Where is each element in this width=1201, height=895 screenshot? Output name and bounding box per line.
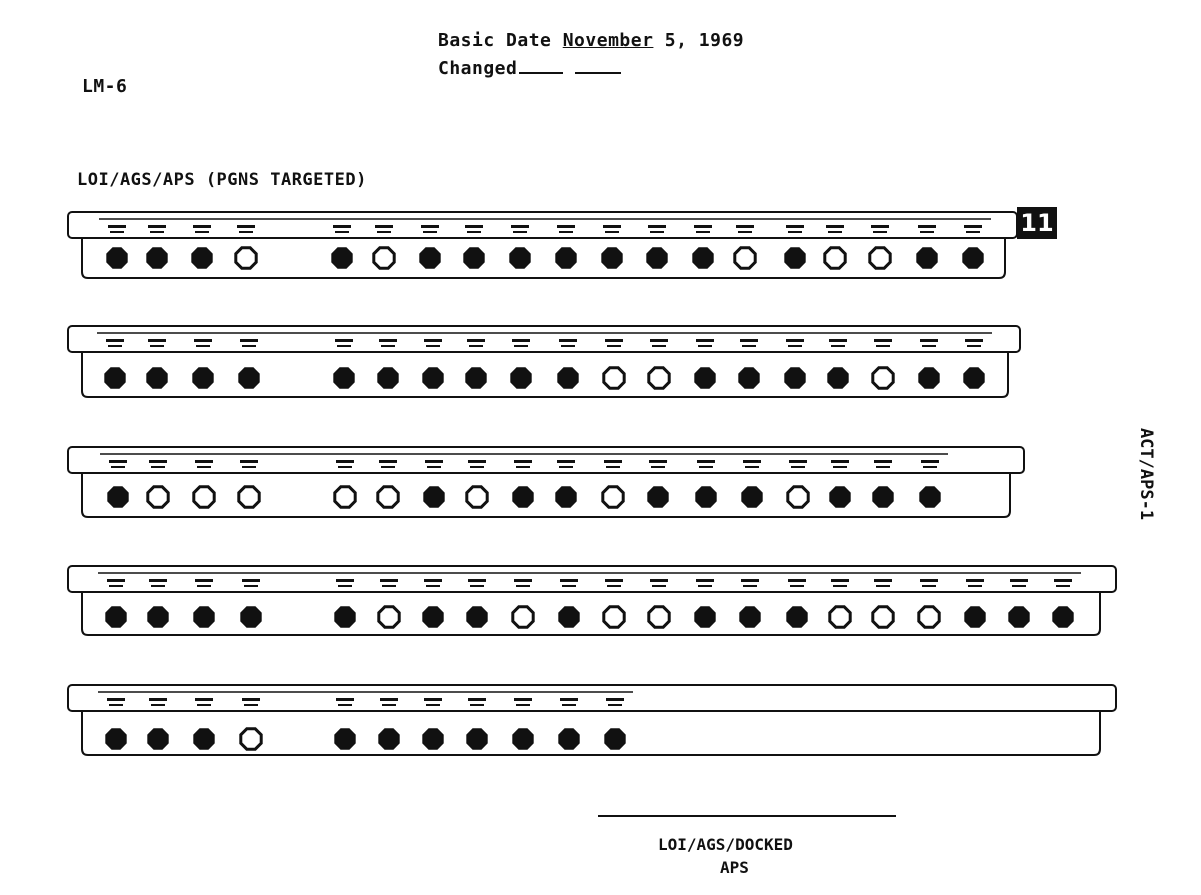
breaker-label-dash: [605, 579, 623, 582]
breaker-closed-icon: [1009, 607, 1029, 627]
breaker-label-dash: [696, 339, 714, 342]
breaker-label-dash: [967, 345, 981, 347]
breaker-label-dash: [1056, 585, 1070, 587]
breaker-label-dash: [650, 231, 664, 233]
breaker-closed-icon: [106, 729, 126, 749]
breaker-closed-icon: [873, 487, 893, 507]
breaker-label-dash: [606, 466, 620, 468]
breaker-label-dash: [195, 579, 213, 582]
breaker-closed-icon: [464, 248, 484, 268]
breaker-label-dash: [424, 579, 442, 582]
breaker-label-dash: [788, 231, 802, 233]
breaker-label-dash: [381, 466, 395, 468]
breaker-label-dash: [514, 579, 532, 582]
breaker-label-dash: [605, 339, 623, 342]
breaker-closed-icon: [147, 248, 167, 268]
breaker-closed-icon: [510, 248, 530, 268]
breaker-closed-icon: [964, 368, 984, 388]
breaker-label-dash: [426, 704, 440, 706]
breaker-label-dash: [650, 339, 668, 342]
breaker-label-dash: [335, 231, 349, 233]
breaker-label-dash: [788, 579, 806, 582]
breaker-label-dash: [242, 579, 260, 582]
basic-date-label: Basic Date: [438, 30, 552, 51]
breaker-label-dash: [196, 345, 210, 347]
breaker-label-dash: [242, 466, 256, 468]
breaker-closed-icon: [335, 729, 355, 749]
breaker-label-dash: [965, 339, 983, 342]
breaker-label-dash: [699, 466, 713, 468]
breaker-label-dash: [381, 345, 395, 347]
breaker-label-dash: [148, 225, 166, 228]
breaker-label-dash: [465, 225, 483, 228]
breaker-label-dash: [467, 231, 481, 233]
breaker-label-dash: [244, 704, 258, 706]
breaker-closed-icon: [466, 368, 486, 388]
breaker-closed-icon: [194, 607, 214, 627]
breaker-closed-icon: [740, 607, 760, 627]
breaker-label-dash: [468, 579, 486, 582]
breaker-label-dash: [427, 466, 441, 468]
breaker-closed-icon: [511, 368, 531, 388]
breaker-label-dash: [424, 698, 442, 701]
breaker-label-dash: [149, 460, 167, 463]
breaker-closed-icon: [963, 248, 983, 268]
breaker-closed-icon: [785, 368, 805, 388]
breaker-label-dash: [743, 585, 757, 587]
breaker-open-icon: [649, 607, 669, 627]
breaker-label-dash: [240, 460, 258, 463]
breaker-label-dash: [425, 460, 443, 463]
breaker-open-icon: [378, 487, 398, 507]
breaker-label-dash: [740, 339, 758, 342]
breaker-label-dash: [736, 225, 754, 228]
breaker-closed-icon: [828, 368, 848, 388]
breaker-label-dash: [239, 231, 253, 233]
footer-line-1: LOI/AGS/DOCKED: [658, 835, 793, 854]
breaker-label-dash: [338, 585, 352, 587]
panel-back-plate: [82, 711, 1100, 755]
breaker-closed-icon: [559, 729, 579, 749]
breaker-label-dash: [516, 466, 530, 468]
breaker-open-icon: [873, 368, 893, 388]
breaker-label-dash: [426, 345, 440, 347]
breaker-label-dash: [109, 704, 123, 706]
breaker-label-dash: [698, 585, 712, 587]
breaker-label-dash: [561, 345, 575, 347]
breaker-closed-icon: [695, 607, 715, 627]
breaker-label-dash: [829, 339, 847, 342]
breaker-label-dash: [338, 466, 352, 468]
breaker-closed-icon: [106, 607, 126, 627]
breaker-label-dash: [338, 704, 352, 706]
breaker-label-dash: [559, 231, 573, 233]
breaker-label-dash: [151, 585, 165, 587]
breaker-label-dash: [697, 460, 715, 463]
breaker-label-dash: [603, 225, 621, 228]
breaker-label-dash: [791, 466, 805, 468]
breaker-label-dash: [195, 698, 213, 701]
breaker-label-dash: [242, 698, 260, 701]
breaker-label-dash: [922, 345, 936, 347]
basic-date-month: November: [562, 30, 654, 51]
breaker-label-dash: [244, 585, 258, 587]
breaker-label-dash: [108, 225, 126, 228]
breaker-label-dash: [874, 579, 892, 582]
breaker-closed-icon: [648, 487, 668, 507]
breaker-open-icon: [604, 368, 624, 388]
breaker-label-dash: [738, 231, 752, 233]
breaker-closed-icon: [334, 368, 354, 388]
breaker-closed-icon: [241, 607, 261, 627]
breaker-closed-icon: [605, 729, 625, 749]
breaker-label-dash: [513, 231, 527, 233]
breaker-closed-icon: [194, 729, 214, 749]
breaker-label-dash: [741, 579, 759, 582]
breaker-open-icon: [735, 248, 755, 268]
breaker-label-dash: [652, 585, 666, 587]
breaker-label-dash: [107, 698, 125, 701]
breaker-label-dash: [562, 585, 576, 587]
breaker-label-dash: [335, 339, 353, 342]
breaker-label-dash: [871, 225, 889, 228]
breaker-label-dash: [511, 225, 529, 228]
breaker-label-dash: [380, 579, 398, 582]
breaker-closed-icon: [830, 487, 850, 507]
breaker-label-dash: [148, 339, 166, 342]
breaker-closed-icon: [192, 248, 212, 268]
breaker-closed-icon: [602, 248, 622, 268]
breaker-label-dash: [470, 704, 484, 706]
side-label: ACT/APS-1: [1136, 427, 1156, 521]
breaker-label-dash: [562, 704, 576, 706]
breaker-label-dash: [966, 231, 980, 233]
breaker-label-dash: [421, 225, 439, 228]
breaker-label-dash: [423, 231, 437, 233]
breaker-label-dash: [150, 345, 164, 347]
panel-back-plate: [82, 592, 1100, 635]
breaker-label-dash: [745, 466, 759, 468]
breaker-label-dash: [470, 585, 484, 587]
section-title: LOI/AGS/APS (PGNS TARGETED): [77, 170, 367, 190]
breaker-closed-icon: [920, 487, 940, 507]
breaker-label-dash: [874, 460, 892, 463]
breaker-label-dash: [698, 345, 712, 347]
breaker-label-dash: [375, 225, 393, 228]
breaker-open-icon: [467, 487, 487, 507]
breaker-label-dash: [197, 704, 211, 706]
breaker-label-dash: [557, 225, 575, 228]
breaker-label-dash: [377, 231, 391, 233]
breaker-label-dash: [516, 704, 530, 706]
breaker-closed-icon: [739, 368, 759, 388]
breaker-closed-icon: [239, 368, 259, 388]
breaker-closed-icon: [332, 248, 352, 268]
breaker-label-dash: [874, 339, 892, 342]
basic-date-rest: 5, 1969: [653, 30, 745, 51]
breaker-label-dash: [512, 339, 530, 342]
breaker-label-dash: [560, 698, 578, 701]
breaker-closed-icon: [335, 607, 355, 627]
breaker-label-dash: [651, 466, 665, 468]
breaker-label-dash: [786, 339, 804, 342]
breaker-label-dash: [470, 466, 484, 468]
breaker-label-dash: [604, 460, 622, 463]
breaker-label-dash: [379, 460, 397, 463]
breaker-label-dash: [876, 345, 890, 347]
breaker-closed-icon: [147, 368, 167, 388]
breaker-label-dash: [786, 225, 804, 228]
breaker-label-dash: [242, 345, 256, 347]
breaker-label-dash: [648, 225, 666, 228]
breaker-open-icon: [873, 607, 893, 627]
breaker-label-dash: [788, 345, 802, 347]
breaker-closed-icon: [965, 607, 985, 627]
breaker-closed-icon: [108, 487, 128, 507]
breaker-label-dash: [237, 225, 255, 228]
breaker-closed-icon: [556, 248, 576, 268]
breaker-label-dash: [922, 585, 936, 587]
breaker-open-icon: [788, 487, 808, 507]
breaker-label-dash: [149, 698, 167, 701]
breaker-label-dash: [514, 460, 532, 463]
breaker-open-icon: [604, 607, 624, 627]
breaker-label-dash: [831, 345, 845, 347]
breaker-label-dash: [382, 704, 396, 706]
breaker-closed-icon: [556, 487, 576, 507]
breaker-label-dash: [1010, 579, 1028, 582]
breaker-closed-icon: [424, 487, 444, 507]
breaker-closed-icon: [785, 248, 805, 268]
breaker-label-dash: [194, 339, 212, 342]
breaker-label-dash: [876, 466, 890, 468]
breaker-open-icon: [374, 248, 394, 268]
breaker-label-dash: [652, 345, 666, 347]
breaker-open-icon: [513, 607, 533, 627]
breaker-closed-icon: [148, 607, 168, 627]
breaker-label-dash: [426, 585, 440, 587]
breaker-label-dash: [605, 231, 619, 233]
panel-back-plate: [82, 238, 1005, 278]
breaker-label-dash: [560, 579, 578, 582]
breaker-label-dash: [467, 339, 485, 342]
breaker-label-dash: [968, 585, 982, 587]
breaker-open-icon: [239, 487, 259, 507]
breaker-label-dash: [469, 345, 483, 347]
breaker-label-dash: [742, 345, 756, 347]
breaker-closed-icon: [1053, 607, 1073, 627]
breaker-open-icon: [194, 487, 214, 507]
panel-label-strip: [68, 566, 1116, 592]
breaker-label-dash: [111, 466, 125, 468]
breaker-label-dash: [694, 225, 712, 228]
breaker-label-dash: [197, 466, 211, 468]
breaker-label-dash: [151, 466, 165, 468]
document-id: LM-6: [82, 76, 128, 97]
breaker-label-dash: [696, 579, 714, 582]
breaker-label-dash: [559, 466, 573, 468]
breaker-closed-icon: [148, 729, 168, 749]
breaker-label-dash: [921, 460, 939, 463]
breaker-closed-icon: [559, 607, 579, 627]
breaker-closed-icon: [467, 729, 487, 749]
breaker-label-dash: [109, 585, 123, 587]
breaker-label-dash: [743, 460, 761, 463]
breaker-label-dash: [920, 579, 938, 582]
breaker-label-dash: [966, 579, 984, 582]
breaker-open-icon: [870, 248, 890, 268]
breaker-label-dash: [424, 339, 442, 342]
breaker-label-dash: [828, 231, 842, 233]
breaker-open-icon: [649, 368, 669, 388]
breaker-label-dash: [240, 339, 258, 342]
breaker-label-dash: [559, 339, 577, 342]
breaker-label-dash: [150, 231, 164, 233]
breaker-label-dash: [195, 460, 213, 463]
breaker-open-icon: [335, 487, 355, 507]
breaker-label-dash: [790, 585, 804, 587]
breaker-label-dash: [557, 460, 575, 463]
breaker-label-dash: [650, 579, 668, 582]
breaker-label-dash: [873, 231, 887, 233]
breaker-closed-icon: [423, 368, 443, 388]
breaker-closed-icon: [513, 487, 533, 507]
breaker-label-dash: [379, 339, 397, 342]
breaker-open-icon: [919, 607, 939, 627]
breaker-closed-icon: [107, 248, 127, 268]
breaker-label-dash: [608, 704, 622, 706]
breaker-label-dash: [1054, 579, 1072, 582]
breaker-label-dash: [831, 579, 849, 582]
breaker-label-dash: [336, 579, 354, 582]
breaker-label-dash: [468, 460, 486, 463]
breaker-label-dash: [514, 345, 528, 347]
breaker-closed-icon: [378, 368, 398, 388]
breaker-label-dash: [382, 585, 396, 587]
breaker-label-dash: [195, 231, 209, 233]
breaker-open-icon: [241, 729, 261, 749]
breaker-label-dash: [336, 460, 354, 463]
breaker-label-dash: [107, 579, 125, 582]
breaker-closed-icon: [379, 729, 399, 749]
breaker-open-icon: [148, 487, 168, 507]
breaker-label-dash: [333, 225, 351, 228]
breaker-label-dash: [920, 231, 934, 233]
breaker-closed-icon: [647, 248, 667, 268]
breaker-label-dash: [108, 345, 122, 347]
breaker-open-icon: [830, 607, 850, 627]
breaker-label-dash: [106, 339, 124, 342]
breaker-label-dash: [833, 585, 847, 587]
panel-label-strip: [68, 685, 1116, 711]
breaker-closed-icon: [513, 729, 533, 749]
breaker-closed-icon: [696, 487, 716, 507]
footer-line-2: APS: [720, 858, 749, 877]
panel-back-plate: [82, 352, 1008, 397]
breaker-label-dash: [831, 460, 849, 463]
breaker-closed-icon: [105, 368, 125, 388]
breaker-label-dash: [380, 698, 398, 701]
breaker-label-dash: [149, 579, 167, 582]
breaker-closed-icon: [467, 607, 487, 627]
panel-back-plate: [82, 473, 1010, 517]
breaker-label-dash: [826, 225, 844, 228]
breaker-label-dash: [193, 225, 211, 228]
breaker-label-dash: [607, 345, 621, 347]
breaker-label-dash: [109, 460, 127, 463]
page-marker-badge: 11: [1017, 207, 1057, 239]
breaker-label-dash: [833, 466, 847, 468]
breaker-open-icon: [825, 248, 845, 268]
breaker-label-dash: [197, 585, 211, 587]
breaker-label-dash: [696, 231, 710, 233]
breaker-open-icon: [236, 248, 256, 268]
breaker-label-dash: [516, 585, 530, 587]
breaker-closed-icon: [917, 248, 937, 268]
breaker-open-icon: [379, 607, 399, 627]
breaker-label-dash: [337, 345, 351, 347]
breaker-closed-icon: [558, 368, 578, 388]
breaker-closed-icon: [420, 248, 440, 268]
breaker-closed-icon: [787, 607, 807, 627]
breaker-label-dash: [923, 466, 937, 468]
breaker-open-icon: [603, 487, 623, 507]
breaker-label-dash: [876, 585, 890, 587]
breaker-label-dash: [607, 585, 621, 587]
changed-label: Changed: [438, 58, 518, 79]
breaker-closed-icon: [919, 368, 939, 388]
breaker-closed-icon: [193, 368, 213, 388]
breaker-closed-icon: [742, 487, 762, 507]
breaker-label-dash: [789, 460, 807, 463]
breaker-label-dash: [336, 698, 354, 701]
breaker-label-dash: [514, 698, 532, 701]
breaker-label-dash: [920, 339, 938, 342]
breaker-label-dash: [1012, 585, 1026, 587]
breaker-closed-icon: [423, 607, 443, 627]
breaker-closed-icon: [423, 729, 443, 749]
breaker-label-dash: [110, 231, 124, 233]
breaker-label-dash: [964, 225, 982, 228]
breaker-label-dash: [606, 698, 624, 701]
breaker-closed-icon: [695, 368, 715, 388]
breaker-label-dash: [468, 698, 486, 701]
breaker-label-dash: [649, 460, 667, 463]
breaker-closed-icon: [693, 248, 713, 268]
breaker-label-dash: [918, 225, 936, 228]
breaker-label-dash: [151, 704, 165, 706]
